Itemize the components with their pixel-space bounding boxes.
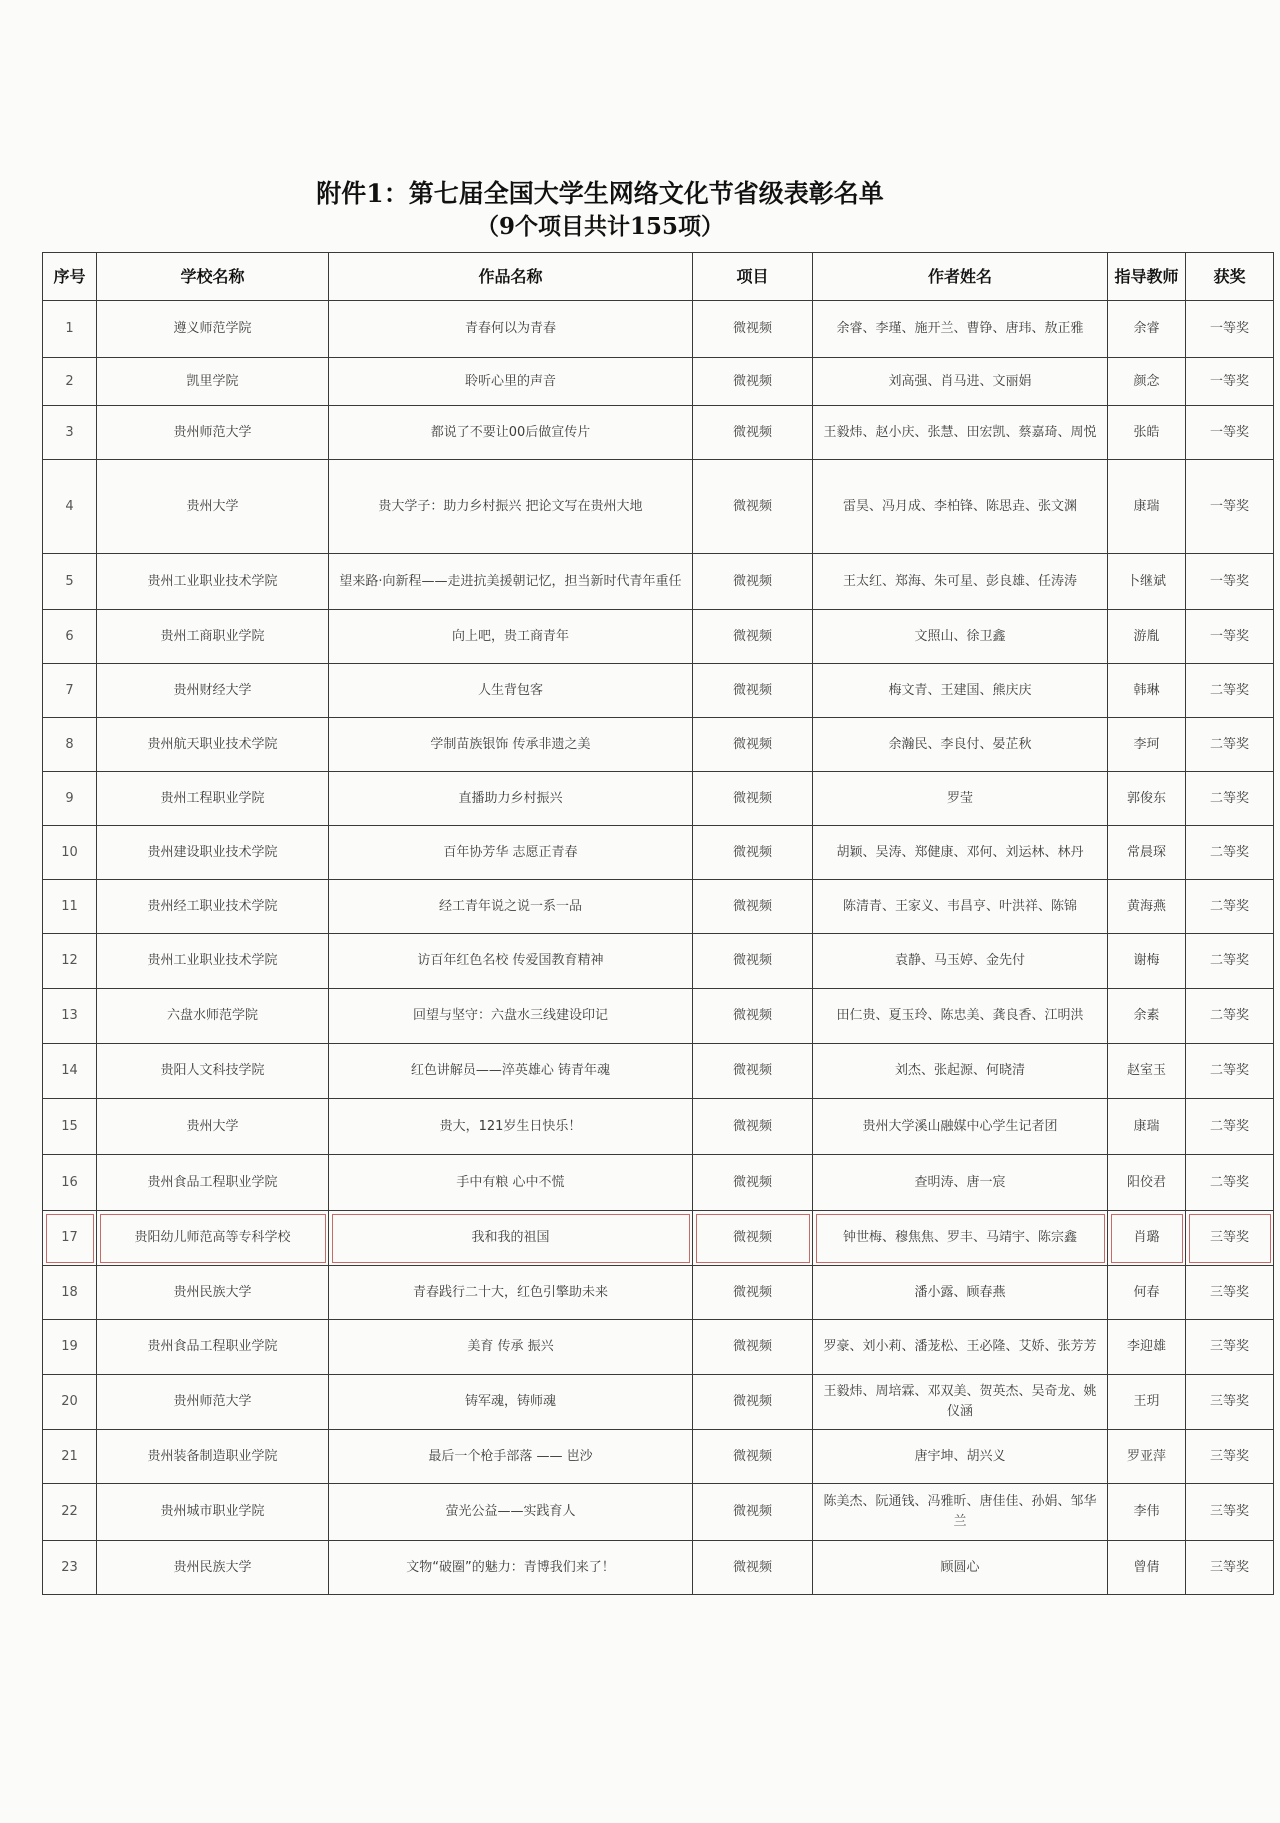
cell-category: 微视频	[693, 1430, 813, 1484]
cell-teacher: 何春	[1108, 1266, 1186, 1320]
cell-authors: 唐宇坤、胡兴义	[813, 1430, 1108, 1484]
cell-authors: 罗豪、刘小莉、潘茏松、王必隆、艾娇、张芳芳	[813, 1320, 1108, 1375]
cell-work: 都说了不要让00后做宣传片	[329, 406, 693, 460]
cell-category: 微视频	[693, 1155, 813, 1211]
cell-category: 微视频	[693, 718, 813, 772]
cell-no: 3	[43, 406, 97, 460]
table-row	[43, 1484, 1274, 1541]
cell-no: 8	[43, 718, 97, 772]
table-row	[43, 1266, 1274, 1320]
cell-work: 文物“破圈”的魅力：青博我们来了！	[329, 1541, 693, 1595]
cell-school: 贵州大学	[97, 1099, 329, 1155]
cell-category: 微视频	[693, 772, 813, 826]
cell-school: 贵州食品工程职业学院	[97, 1320, 329, 1375]
table-row	[43, 1320, 1274, 1375]
table-row	[43, 718, 1274, 772]
cell-award: 一等奖	[1186, 358, 1274, 406]
cell-school: 贵州航天职业技术学院	[97, 718, 329, 772]
cell-teacher: 肖璐	[1108, 1211, 1186, 1266]
header-school: 学校名称	[97, 253, 329, 301]
cell-teacher: 曾倩	[1108, 1541, 1186, 1595]
cell-school: 贵州大学	[97, 460, 329, 554]
cell-award: 二等奖	[1186, 718, 1274, 772]
document-subtitle: （9个项目共计155项）	[475, 213, 724, 240]
cell-work: 学制苗族银饰 传承非遗之美	[329, 718, 693, 772]
cell-teacher: 李珂	[1108, 718, 1186, 772]
cell-no: 11	[43, 880, 97, 934]
cell-category: 微视频	[693, 406, 813, 460]
table-row	[43, 1541, 1274, 1595]
cell-no: 5	[43, 554, 97, 610]
cell-authors: 刘高强、肖马进、文丽娟	[813, 358, 1108, 406]
cell-award: 一等奖	[1186, 406, 1274, 460]
cell-authors: 刘杰、张起源、何晓清	[813, 1044, 1108, 1099]
cell-no: 13	[43, 989, 97, 1044]
cell-school: 贵州民族大学	[97, 1541, 329, 1595]
cell-teacher: 郭俊东	[1108, 772, 1186, 826]
cell-work: 手中有粮 心中不慌	[329, 1155, 693, 1211]
table-row	[43, 826, 1274, 880]
cell-category: 微视频	[693, 664, 813, 718]
cell-teacher: 罗亚萍	[1108, 1430, 1186, 1484]
cell-work: 青春何以为青春	[329, 301, 693, 358]
cell-category: 微视频	[693, 301, 813, 358]
cell-award: 三等奖	[1186, 1430, 1274, 1484]
cell-school: 贵州民族大学	[97, 1266, 329, 1320]
cell-category: 微视频	[693, 554, 813, 610]
cell-authors: 潘小露、顾春燕	[813, 1266, 1108, 1320]
cell-work: 聆听心里的声音	[329, 358, 693, 406]
header-authors: 作者姓名	[813, 253, 1108, 301]
cell-category: 微视频	[693, 826, 813, 880]
cell-category: 微视频	[693, 358, 813, 406]
award-list-table	[42, 252, 1274, 1595]
cell-award: 一等奖	[1186, 460, 1274, 554]
cell-award: 三等奖	[1186, 1484, 1274, 1541]
cell-school: 贵州工业职业技术学院	[97, 934, 329, 989]
table-row	[43, 772, 1274, 826]
cell-teacher: 卜继斌	[1108, 554, 1186, 610]
cell-work: 青春践行二十大，红色引擎助未来	[329, 1266, 693, 1320]
cell-no: 7	[43, 664, 97, 718]
cell-award: 三等奖	[1186, 1266, 1274, 1320]
cell-school: 贵州工商职业学院	[97, 610, 329, 664]
cell-award: 三等奖	[1186, 1211, 1274, 1266]
cell-work: 经工青年说之说一系一品	[329, 880, 693, 934]
cell-no: 21	[43, 1430, 97, 1484]
cell-award: 三等奖	[1186, 1541, 1274, 1595]
cell-authors: 王毅炜、赵小庆、张慧、田宏凯、蔡嘉琦、周悦	[813, 406, 1108, 460]
cell-no: 10	[43, 826, 97, 880]
cell-school: 贵州经工职业技术学院	[97, 880, 329, 934]
cell-work: 直播助力乡村振兴	[329, 772, 693, 826]
cell-category: 微视频	[693, 460, 813, 554]
cell-work: 人生背包客	[329, 664, 693, 718]
table-row	[43, 1211, 1274, 1266]
cell-award: 一等奖	[1186, 610, 1274, 664]
table-header-row	[43, 253, 1274, 301]
table-row	[43, 1044, 1274, 1099]
table-body	[43, 301, 1274, 1595]
cell-teacher: 游胤	[1108, 610, 1186, 664]
cell-award: 二等奖	[1186, 880, 1274, 934]
cell-no: 1	[43, 301, 97, 358]
cell-work: 贵大，121岁生日快乐！	[329, 1099, 693, 1155]
cell-authors: 罗莹	[813, 772, 1108, 826]
cell-award: 二等奖	[1186, 1099, 1274, 1155]
table-row	[43, 460, 1274, 554]
cell-work: 贵大学子：助力乡村振兴 把论文写在贵州大地	[329, 460, 693, 554]
cell-school: 贵阳人文科技学院	[97, 1044, 329, 1099]
cell-teacher: 李迎雄	[1108, 1320, 1186, 1375]
cell-authors: 陈清青、王家义、韦昌亨、叶洪祥、陈锦	[813, 880, 1108, 934]
table-row	[43, 934, 1274, 989]
cell-teacher: 谢梅	[1108, 934, 1186, 989]
cell-no: 2	[43, 358, 97, 406]
cell-category: 微视频	[693, 1484, 813, 1541]
cell-authors: 雷昊、冯月成、李柏锋、陈思垚、张文渊	[813, 460, 1108, 554]
cell-award: 一等奖	[1186, 554, 1274, 610]
cell-teacher: 张皓	[1108, 406, 1186, 460]
table-row	[43, 406, 1274, 460]
cell-authors: 王太红、郑海、朱可星、彭良雄、任涛涛	[813, 554, 1108, 610]
table-row	[43, 1375, 1274, 1430]
cell-school: 贵州装备制造职业学院	[97, 1430, 329, 1484]
table-row	[43, 301, 1274, 358]
cell-award: 一等奖	[1186, 301, 1274, 358]
cell-no: 16	[43, 1155, 97, 1211]
cell-school: 贵州食品工程职业学院	[97, 1155, 329, 1211]
cell-category: 微视频	[693, 1044, 813, 1099]
cell-teacher: 李伟	[1108, 1484, 1186, 1541]
cell-authors: 余睿、李瑾、施开兰、曹铮、唐玮、敖正雅	[813, 301, 1108, 358]
cell-teacher: 常晨琛	[1108, 826, 1186, 880]
table-row	[43, 1430, 1274, 1484]
cell-school: 贵州师范大学	[97, 406, 329, 460]
cell-school: 贵州师范大学	[97, 1375, 329, 1430]
cell-authors: 顾圆心	[813, 1541, 1108, 1595]
cell-no: 17	[43, 1211, 97, 1266]
cell-authors: 陈美杰、阮通钱、冯雅昕、唐佳佳、孙娟、邹华兰	[813, 1484, 1108, 1541]
table-row	[43, 989, 1274, 1044]
cell-category: 微视频	[693, 1375, 813, 1430]
cell-work: 访百年红色名校 传爱国教育精神	[329, 934, 693, 989]
cell-no: 22	[43, 1484, 97, 1541]
cell-award: 二等奖	[1186, 664, 1274, 718]
cell-category: 微视频	[693, 1211, 813, 1266]
header-no: 序号	[43, 253, 97, 301]
cell-category: 微视频	[693, 1099, 813, 1155]
document-title: 附件1：第七届全国大学生网络文化节省级表彰名单	[316, 179, 884, 208]
cell-authors: 田仁贵、夏玉玲、陈忠美、龚良香、江明洪	[813, 989, 1108, 1044]
cell-teacher: 颜念	[1108, 358, 1186, 406]
table-row	[43, 1155, 1274, 1211]
cell-teacher: 韩琳	[1108, 664, 1186, 718]
cell-award: 二等奖	[1186, 826, 1274, 880]
cell-teacher: 黄海燕	[1108, 880, 1186, 934]
cell-category: 微视频	[693, 934, 813, 989]
cell-category: 微视频	[693, 1320, 813, 1375]
cell-award: 二等奖	[1186, 934, 1274, 989]
table-row	[43, 880, 1274, 934]
cell-award: 二等奖	[1186, 1155, 1274, 1211]
cell-category: 微视频	[693, 989, 813, 1044]
cell-authors: 胡颖、吴涛、郑健康、邓何、刘运林、林丹	[813, 826, 1108, 880]
table-row	[43, 664, 1274, 718]
cell-authors: 文照山、徐卫鑫	[813, 610, 1108, 664]
cell-no: 9	[43, 772, 97, 826]
header-award: 获奖	[1186, 253, 1274, 301]
cell-work: 最后一个枪手部落 —— 岜沙	[329, 1430, 693, 1484]
cell-teacher: 赵室玉	[1108, 1044, 1186, 1099]
table-row	[43, 1099, 1274, 1155]
cell-category: 微视频	[693, 1266, 813, 1320]
cell-school: 贵阳幼儿师范高等专科学校	[97, 1211, 329, 1266]
cell-no: 15	[43, 1099, 97, 1155]
header-teacher: 指导教师	[1108, 253, 1186, 301]
table-row	[43, 358, 1274, 406]
cell-work: 铸军魂，铸师魂	[329, 1375, 693, 1430]
cell-award: 二等奖	[1186, 772, 1274, 826]
cell-award: 二等奖	[1186, 1044, 1274, 1099]
cell-authors: 袁静、马玉婷、金先付	[813, 934, 1108, 989]
cell-teacher: 余素	[1108, 989, 1186, 1044]
cell-authors: 钟世梅、穆焦焦、罗丰、马靖宇、陈宗鑫	[813, 1211, 1108, 1266]
cell-authors: 查明涛、唐一宸	[813, 1155, 1108, 1211]
cell-work: 我和我的祖国	[329, 1211, 693, 1266]
cell-no: 18	[43, 1266, 97, 1320]
cell-work: 望来路·向新程——走进抗美援朝记忆，担当新时代青年重任	[329, 554, 693, 610]
cell-authors: 余瀚民、李良付、晏芷秋	[813, 718, 1108, 772]
cell-no: 23	[43, 1541, 97, 1595]
cell-no: 6	[43, 610, 97, 664]
cell-work: 向上吧，贵工商青年	[329, 610, 693, 664]
cell-no: 19	[43, 1320, 97, 1375]
cell-work: 回望与坚守：六盘水三线建设印记	[329, 989, 693, 1044]
cell-school: 贵州工程职业学院	[97, 772, 329, 826]
cell-award: 二等奖	[1186, 989, 1274, 1044]
header-work: 作品名称	[329, 253, 693, 301]
cell-no: 14	[43, 1044, 97, 1099]
cell-category: 微视频	[693, 880, 813, 934]
table-row	[43, 610, 1274, 664]
cell-authors: 梅文青、王建国、熊庆庆	[813, 664, 1108, 718]
cell-no: 12	[43, 934, 97, 989]
cell-teacher: 王玥	[1108, 1375, 1186, 1430]
cell-teacher: 阳佼君	[1108, 1155, 1186, 1211]
cell-work: 百年协芳华 志愿正青春	[329, 826, 693, 880]
cell-teacher: 余睿	[1108, 301, 1186, 358]
cell-teacher: 康瑞	[1108, 460, 1186, 554]
cell-category: 微视频	[693, 1541, 813, 1595]
cell-no: 4	[43, 460, 97, 554]
cell-school: 贵州财经大学	[97, 664, 329, 718]
cell-school: 遵义师范学院	[97, 301, 329, 358]
cell-work: 红色讲解员——淬英雄心 铸青年魂	[329, 1044, 693, 1099]
cell-school: 贵州城市职业学院	[97, 1484, 329, 1541]
cell-award: 三等奖	[1186, 1375, 1274, 1430]
cell-school: 凯里学院	[97, 358, 329, 406]
cell-no: 20	[43, 1375, 97, 1430]
cell-authors: 王毅炜、周培霖、邓双美、贺英杰、吴奇龙、姚仪涵	[813, 1375, 1108, 1430]
cell-authors: 贵州大学溪山融媒中心学生记者团	[813, 1099, 1108, 1155]
cell-work: 萤光公益——实践育人	[329, 1484, 693, 1541]
table-row	[43, 554, 1274, 610]
header-category: 项目	[693, 253, 813, 301]
cell-award: 三等奖	[1186, 1320, 1274, 1375]
cell-work: 美育 传承 振兴	[329, 1320, 693, 1375]
cell-category: 微视频	[693, 610, 813, 664]
cell-school: 六盘水师范学院	[97, 989, 329, 1044]
cell-school: 贵州建设职业技术学院	[97, 826, 329, 880]
cell-teacher: 康瑞	[1108, 1099, 1186, 1155]
cell-school: 贵州工业职业技术学院	[97, 554, 329, 610]
